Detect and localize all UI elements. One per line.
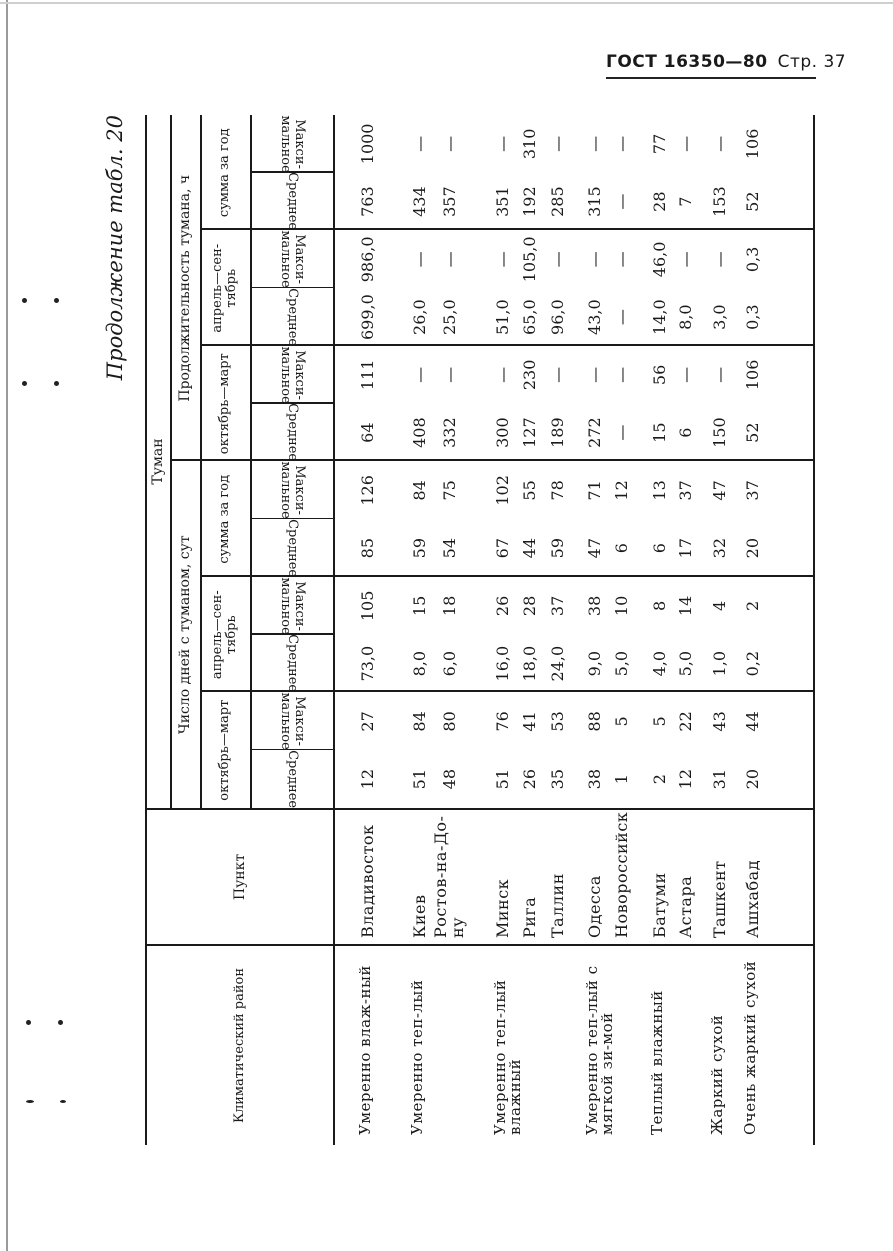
data-cell: 699,0 xyxy=(358,294,377,341)
point-name: Киев xyxy=(410,894,429,938)
data-cell: 20 xyxy=(743,537,762,559)
data-cell: 6 xyxy=(650,543,669,554)
data-cell: 1,0 xyxy=(710,650,729,677)
header-period-text: октябрь—март xyxy=(217,353,232,455)
data-cell: 12 xyxy=(358,768,377,790)
page-header xyxy=(606,52,846,72)
data-cell: 51 xyxy=(410,768,429,790)
subheader-maximum-text: Макси-мальное xyxy=(278,692,308,751)
data-cell: 76 xyxy=(493,711,512,732)
data-cell: 64 xyxy=(358,422,377,443)
data-cell: 105 xyxy=(358,590,377,622)
data-cell: 230 xyxy=(520,359,539,391)
data-cell: 0,3 xyxy=(743,246,762,273)
data-cell: 0,3 xyxy=(743,304,762,330)
data-cell: 6,0 xyxy=(440,650,459,677)
subheader-average-text: Среднее xyxy=(285,519,301,578)
data-cell: 56 xyxy=(650,364,669,386)
data-cell: 18,0 xyxy=(520,645,539,682)
climatic-region: Теплый влажный xyxy=(648,990,666,1135)
data-cell: — xyxy=(676,251,695,268)
header-tuman xyxy=(145,115,170,808)
data-cell: 6 xyxy=(612,543,631,554)
header-period-text: апрель—сен-тябрь xyxy=(210,243,239,333)
data-cell: 85 xyxy=(358,537,377,559)
data-cell: 77 xyxy=(650,133,669,155)
data-cell: — xyxy=(612,309,631,326)
data-cell: — xyxy=(585,366,604,383)
header-rule xyxy=(606,77,816,79)
data-cell: 35 xyxy=(548,768,567,790)
header-tuman-text: Туман xyxy=(149,438,166,485)
subheader-maximum-text: Макси-мальное xyxy=(278,461,308,520)
data-cell: 25,0 xyxy=(440,299,459,335)
data-cell: 47 xyxy=(585,537,604,559)
data-cell: 10 xyxy=(612,595,631,617)
data-cell: 84 xyxy=(410,480,429,501)
point-name: Ашхабад xyxy=(743,859,762,938)
data-cell: 127 xyxy=(520,417,539,448)
data-cell: — xyxy=(410,135,429,152)
data-cell: 5 xyxy=(650,716,669,727)
data-cell: 12 xyxy=(612,480,631,501)
data-cell: 17 xyxy=(676,537,695,559)
subheader-maximum-text: Макси-мальное xyxy=(278,230,308,289)
data-cell: 53 xyxy=(548,711,567,732)
data-cell: 9,0 xyxy=(585,650,604,677)
subheader-average xyxy=(250,173,335,231)
data-cell: 310 xyxy=(520,128,539,160)
subheader-maximum xyxy=(250,115,335,173)
header-period xyxy=(200,697,250,805)
data-cell: 28 xyxy=(520,595,539,617)
scan-speck xyxy=(54,298,59,303)
data-cell: 2 xyxy=(650,774,669,785)
column-header-region-text: Климатический район xyxy=(232,967,247,1124)
data-cell: 88 xyxy=(585,711,604,732)
header-period xyxy=(200,350,250,458)
subheader-average xyxy=(250,635,335,693)
header-period xyxy=(200,235,250,343)
data-cell: 59 xyxy=(548,537,567,559)
data-cell: 15 xyxy=(410,595,429,617)
data-cell: 38 xyxy=(585,595,604,617)
subheader-average-text: Среднее xyxy=(285,172,301,231)
data-cell: 4,0 xyxy=(650,650,669,677)
subheader-maximum-text: Макси-мальное xyxy=(278,115,308,173)
data-cell: — xyxy=(612,424,631,441)
data-cell: 6 xyxy=(676,427,695,438)
data-cell: 189 xyxy=(548,417,567,448)
subheader-average-text: Среднее xyxy=(285,750,301,809)
data-cell: 80 xyxy=(440,711,459,732)
data-cell: 13 xyxy=(650,480,669,501)
climatic-region: Умеренно теп-лый с мягкой зи-мой xyxy=(583,965,616,1135)
data-cell: 14 xyxy=(676,595,695,617)
data-cell: 3,0 xyxy=(710,304,729,330)
data-cell: 106 xyxy=(743,359,762,391)
header-fog-duration xyxy=(170,115,200,462)
subheader-maximum xyxy=(250,693,335,751)
data-cell: 285 xyxy=(548,186,567,217)
subheader-maximum-text: Макси-мальное xyxy=(278,577,308,635)
subheader-average xyxy=(250,288,335,346)
data-cell: — xyxy=(676,366,695,383)
data-cell: 20 xyxy=(743,768,762,790)
data-cell: 192 xyxy=(520,186,539,217)
data-cell: — xyxy=(612,193,631,210)
subheader-average-text: Среднее xyxy=(285,403,301,462)
data-cell: 8,0 xyxy=(410,650,429,677)
data-cell: 111 xyxy=(358,359,377,391)
data-cell: 26 xyxy=(520,768,539,790)
data-cell: 14,0 xyxy=(650,299,669,335)
subheader-average xyxy=(250,750,335,808)
data-cell: 48 xyxy=(440,768,459,790)
data-cell: 26 xyxy=(493,595,512,617)
data-cell: 8,0 xyxy=(676,304,695,330)
data-cell: 351 xyxy=(493,186,512,217)
header-period xyxy=(200,581,250,689)
data-cell: — xyxy=(612,135,631,152)
scan-speck xyxy=(54,381,59,386)
data-cell: 7 xyxy=(676,196,695,207)
subheader-maximum xyxy=(250,577,335,635)
data-cell: 272 xyxy=(585,417,604,448)
header-period-text: апрель—сен-тябрь xyxy=(210,590,239,680)
data-cell: 16,0 xyxy=(493,645,512,682)
page-number: Стр. 37 xyxy=(777,52,847,72)
table-caption: Продолжение табл. 20 xyxy=(103,115,127,381)
data-cell: 12 xyxy=(676,768,695,790)
header-fog-days-text: Число дней с туманом, сут xyxy=(177,535,193,735)
scan-top-edge xyxy=(0,2,893,4)
subheader-average-text: Среднее xyxy=(285,288,301,347)
climatic-region: Умеренно теп-лый xyxy=(408,979,426,1135)
data-cell: 47 xyxy=(710,480,729,501)
data-cell: 2 xyxy=(743,600,762,611)
point-name: Таллин xyxy=(548,873,567,938)
header-period-text: октябрь—март xyxy=(217,699,232,801)
data-cell: — xyxy=(548,366,567,383)
point-name: Минск xyxy=(493,878,512,938)
data-cell: 126 xyxy=(358,475,377,506)
data-cell: 38 xyxy=(585,768,604,790)
data-cell: 4 xyxy=(710,600,729,611)
header-period-text: сумма за год xyxy=(217,474,232,564)
data-cell: — xyxy=(410,251,429,268)
data-cell: 22 xyxy=(676,711,695,732)
data-cell: 5,0 xyxy=(612,650,631,677)
table-bottom-rule xyxy=(813,115,815,1145)
data-cell: 28 xyxy=(650,191,669,212)
data-cell: 37 xyxy=(743,480,762,501)
subheader-average-text: Среднее xyxy=(285,634,301,693)
data-cell: 54 xyxy=(440,537,459,559)
data-cell: — xyxy=(493,135,512,152)
data-cell: — xyxy=(676,135,695,152)
data-cell: 105,0 xyxy=(520,236,539,283)
point-name: Батуми xyxy=(650,872,669,938)
data-cell: 357 xyxy=(440,186,459,217)
header-period xyxy=(200,466,250,574)
data-cell: — xyxy=(585,135,604,152)
climatic-region: Жаркий сухой xyxy=(708,1014,726,1135)
standard-number: ГОСТ 16350—80 xyxy=(606,52,768,72)
scan-speck xyxy=(58,1020,63,1025)
data-cell: 96,0 xyxy=(548,299,567,335)
scan-speck xyxy=(26,1100,34,1103)
data-cell: 44 xyxy=(743,711,762,732)
data-cell: 763 xyxy=(358,186,377,217)
data-cell: 46,0 xyxy=(650,241,669,278)
climatic-region: Очень жаркий сухой xyxy=(741,960,759,1135)
data-cell: — xyxy=(440,251,459,268)
data-cell: 15 xyxy=(650,422,669,443)
data-cell: 44 xyxy=(520,537,539,559)
data-cell: 315 xyxy=(585,186,604,217)
data-cell: 84 xyxy=(410,711,429,732)
data-cell: 52 xyxy=(743,422,762,443)
point-name: Ташкент xyxy=(710,860,729,938)
data-cell: 37 xyxy=(548,595,567,617)
data-cell: 986,0 xyxy=(358,236,377,283)
data-cell: 18 xyxy=(440,595,459,617)
header-fog-duration-text: Продолжительность тумана, ч xyxy=(177,174,193,402)
data-cell: — xyxy=(493,251,512,268)
scan-speck xyxy=(22,298,27,303)
column-header-point-text: Пункт xyxy=(232,853,248,901)
data-cell: 102 xyxy=(493,475,512,506)
scan-left-edge xyxy=(6,0,8,1251)
data-cell: — xyxy=(493,366,512,383)
data-cell: 37 xyxy=(676,480,695,501)
header-fog-days xyxy=(170,462,200,809)
data-cell: 26,0 xyxy=(410,299,429,335)
scan-speck xyxy=(60,1100,66,1103)
data-cell: — xyxy=(440,135,459,152)
data-cell: 8 xyxy=(650,600,669,611)
point-name: Рига xyxy=(520,896,539,938)
data-cell: 300 xyxy=(493,417,512,448)
point-name: Астара xyxy=(676,875,695,938)
header-period xyxy=(200,119,250,227)
column-header-point xyxy=(145,808,335,946)
data-cell: 106 xyxy=(743,128,762,160)
data-cell: 27 xyxy=(358,711,377,732)
subheader-average xyxy=(250,404,335,462)
header-period-text: сумма за год xyxy=(217,128,232,218)
subheader-maximum xyxy=(250,231,335,289)
data-cell: 78 xyxy=(548,480,567,501)
data-cell: 31 xyxy=(710,768,729,790)
scan-speck xyxy=(22,381,27,386)
data-cell: 153 xyxy=(710,186,729,217)
data-cell: — xyxy=(710,366,729,383)
data-cell: 41 xyxy=(520,711,539,732)
scan-speck xyxy=(26,1020,31,1025)
data-cell: 1 xyxy=(612,774,631,785)
data-cell: 5,0 xyxy=(676,650,695,677)
data-cell: 75 xyxy=(440,480,459,501)
climatic-region: Умеренно теп-лый влажный xyxy=(491,979,524,1135)
data-cell: 1000 xyxy=(358,123,377,165)
point-name: Ростов-на-До-ну xyxy=(431,815,467,938)
data-cell: 52 xyxy=(743,191,762,212)
point-name: Новороссийск xyxy=(612,811,631,938)
data-cell: 59 xyxy=(410,537,429,559)
data-cell: — xyxy=(710,135,729,152)
data-cell: 67 xyxy=(493,537,512,559)
data-cell: 43,0 xyxy=(585,299,604,335)
data-cell: 55 xyxy=(520,480,539,501)
subheader-maximum xyxy=(250,462,335,520)
data-cell: — xyxy=(585,251,604,268)
data-cell: 150 xyxy=(710,417,729,448)
point-name: Одесса xyxy=(585,875,604,938)
rotated-table xyxy=(103,115,815,1145)
data-cell: — xyxy=(710,251,729,268)
point-name: Владивосток xyxy=(358,824,377,938)
data-cell: 332 xyxy=(440,417,459,448)
data-cell: — xyxy=(612,366,631,383)
data-cell: 408 xyxy=(410,417,429,448)
data-cell: 32 xyxy=(710,537,729,559)
data-cell: — xyxy=(440,366,459,383)
subheader-maximum-text: Макси-мальное xyxy=(278,346,308,404)
data-cell: — xyxy=(612,251,631,268)
data-cell: 5 xyxy=(612,716,631,727)
column-header-region xyxy=(145,946,335,1145)
data-cell: 65,0 xyxy=(520,299,539,335)
data-cell: — xyxy=(548,251,567,268)
data-cell: 43 xyxy=(710,711,729,732)
climatic-region: Умеренно влаж-ный xyxy=(356,965,374,1135)
subheader-maximum xyxy=(250,346,335,404)
data-cell: 0,2 xyxy=(743,650,762,677)
data-cell: 24,0 xyxy=(548,645,567,682)
data-cell: 51 xyxy=(493,768,512,790)
subheader-average xyxy=(250,519,335,577)
data-cell: — xyxy=(410,366,429,383)
data-cell: 51,0 xyxy=(493,299,512,335)
data-cell: 73,0 xyxy=(358,645,377,682)
data-cell: — xyxy=(548,135,567,152)
data-cell: 434 xyxy=(410,186,429,217)
data-cell: 71 xyxy=(585,480,604,501)
